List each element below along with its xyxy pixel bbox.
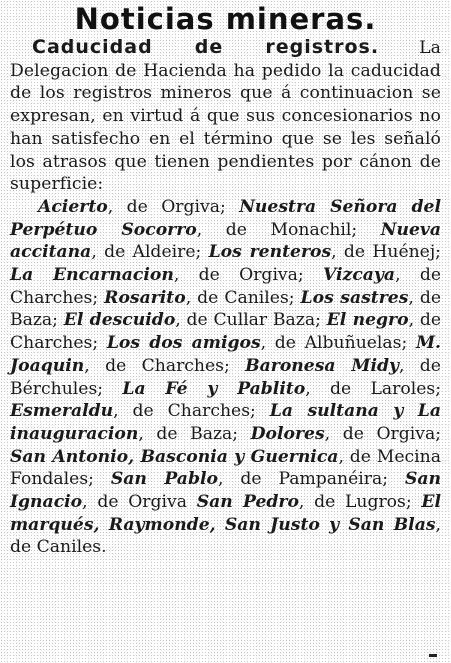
registro-name: San Pablo xyxy=(110,469,218,490)
registro-name: Acierto xyxy=(38,196,108,217)
registro-location: , de Baza; xyxy=(10,287,441,331)
registro-name: Vizcaya xyxy=(323,265,396,286)
registro-name: Nueva accitana xyxy=(10,219,441,263)
registro-name: Dolores xyxy=(250,423,325,444)
registro-location: , de Caniles; xyxy=(185,287,301,308)
registro-location: , de Monachil; xyxy=(196,219,381,240)
section-heading: Noticias mineras. xyxy=(74,2,377,36)
registro-name: Los sastres xyxy=(300,287,409,308)
registro-location: , de Albuñuelas; xyxy=(260,333,416,354)
registro-name: La sultana y La inauguracion xyxy=(10,401,441,444)
registro-name: La Encarnacion xyxy=(10,265,174,286)
registro-name: El negro xyxy=(326,310,409,331)
registro-name: San Pedro xyxy=(196,492,299,513)
registro-location: , de Charches; xyxy=(10,310,441,354)
registro-location: , de Charches; xyxy=(84,355,246,376)
registro-name: El descuido xyxy=(63,310,176,331)
registro-location: , de Caniles. xyxy=(10,514,441,558)
registro-name: Nuestra Señora del Perpétuo Socorro xyxy=(10,196,441,240)
registro-location: , de Orgiva; xyxy=(107,196,240,217)
registro-location: , de Lugros; xyxy=(298,492,422,513)
registro-location: , de Charches; xyxy=(10,265,442,308)
registro-name: La Fé y Pablito xyxy=(122,378,306,399)
end-mark xyxy=(429,654,437,657)
intro-paragraph xyxy=(10,36,441,196)
registro-name: Los renteros xyxy=(208,242,332,263)
registro-location: , de Orgiva; xyxy=(324,423,441,444)
registro-name: M. Joaquin xyxy=(10,333,441,376)
registro-name: Esmeraldu xyxy=(10,401,114,422)
registro-name: Rosarito xyxy=(104,287,186,308)
registro-location: , de Cullar Baza; xyxy=(175,310,327,331)
registro-location: , de Mecina Fondales; xyxy=(10,446,441,490)
registros-list xyxy=(10,196,441,559)
registro-name: El marqués, Raymonde, San Justo y San Blas xyxy=(10,492,441,535)
article-subheading: Caducidad de registros. xyxy=(32,36,380,58)
registro-name: San Antonio, Basconia y Guernica xyxy=(10,446,339,467)
registro-name: San Ignacio xyxy=(10,469,441,513)
registro-location: , de Orgiva; xyxy=(173,265,323,286)
registro-name: Baronesa Midy xyxy=(245,355,399,376)
registro-location: , de Aldeire; xyxy=(91,242,209,263)
intro-text: La Delegacion de Hacienda ha pedido la caducidad de los registros mineros que á continuacion se expresan, en virtud á que sus concesionarios no han satisfecho en el término que se les señaló los atrasos que tienen pendientes por cánon de superficie: xyxy=(10,38,441,195)
registro-location: , de Charches; xyxy=(113,401,270,422)
registro-location: , de Baza; xyxy=(138,423,251,444)
registro-name: Los dos amigos xyxy=(106,333,261,354)
registro-location: , de Laroles; xyxy=(305,378,442,399)
registro-location: , de Huénej; xyxy=(331,242,441,263)
registro-location: , de Pampanéira; xyxy=(217,469,405,490)
registro-location: , de Bérchules; xyxy=(10,355,441,399)
registro-location: , de Orgiva xyxy=(82,492,197,513)
